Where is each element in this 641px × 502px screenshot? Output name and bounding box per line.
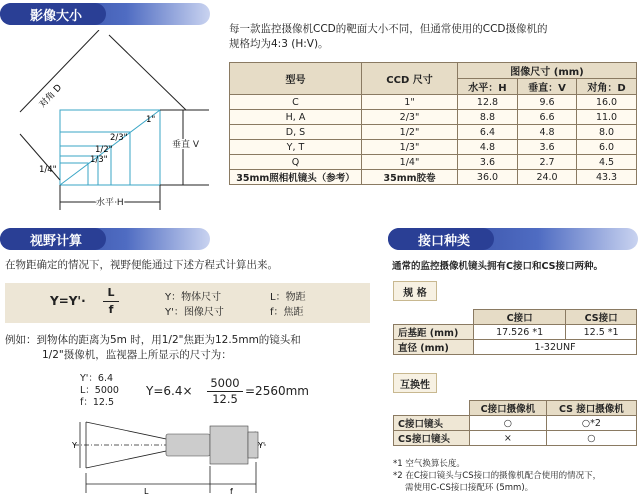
table-row: Y, T 1/3" 4.8 3.6 6.0 <box>230 140 637 155</box>
lens-geometry-diagram <box>70 418 270 500</box>
table-row: 后基距 (mm) 17.526 *1 12.5 *1 <box>394 325 637 340</box>
col-d: 对角：D <box>577 79 637 95</box>
spec-table: C接口 CS接口 后基距 (mm) 17.526 *1 12.5 *1 直径 (mm) 1-32UNF <box>393 309 637 355</box>
size-1-label: 1" <box>146 115 156 125</box>
interface-banner <box>388 228 638 250</box>
col-image-size: 图像尺寸 (mm) <box>458 63 637 79</box>
calc-left: Y=6.4× <box>146 384 193 398</box>
table-row: H, A 2/3" 8.8 6.6 11.0 <box>230 110 637 125</box>
table-row: 35mm照相机镜头（参考） 35mm胶卷 36.0 24.0 43.3 <box>230 170 637 185</box>
formula-fraction: L f <box>103 285 119 318</box>
image-size-title: 影像大小 <box>30 8 83 24</box>
ccd-size-table <box>229 62 637 185</box>
dim-y: Y <box>72 441 77 450</box>
col-ccd: CCD 尺寸 <box>362 63 458 95</box>
vert-label: 垂直 V <box>172 140 200 150</box>
calc-fraction: 5000 12.5 <box>207 376 243 407</box>
table-row: C接口镜头 ○ ○*2 <box>394 416 637 431</box>
size-23-label: 2/3" <box>110 133 128 143</box>
dim-f: f <box>230 487 233 496</box>
dim-l: L <box>144 487 149 496</box>
formula-left: Y=Y'· <box>50 294 86 308</box>
fov-intro: 在物距确定的情况下，视野便能通过下述方程式计算出来。 <box>5 259 278 271</box>
col-v: 垂直：V <box>517 79 576 95</box>
formula-box <box>5 283 370 323</box>
size-14-label: 1/4" <box>39 165 57 175</box>
col-h: 水平：H <box>458 79 518 95</box>
def-f: f：焦距 <box>270 307 304 318</box>
def-l: L：物距 <box>270 292 306 303</box>
table-row: Q 1/4" 3.6 2.7 4.5 <box>230 155 637 170</box>
table-row: 直径 (mm) 1-32UNF <box>394 340 637 355</box>
fov-banner <box>0 228 210 250</box>
interface-heading: 通常的监控摄像机镜头拥有C接口和CS接口两种。 <box>392 261 603 272</box>
interface-title: 接口种类 <box>418 233 471 249</box>
intro-text: 每一款监控摄像机CCD的靶面大小不同，但通常使用的CCD摄像机的 规格均为4:3 (H:V)。 <box>229 23 548 50</box>
fov-title: 视野计算 <box>30 233 83 249</box>
spec-label: 规 格 <box>393 281 437 301</box>
size-13-label: 1/3" <box>90 155 108 165</box>
def-y2: Y'：图像尺寸 <box>165 307 224 318</box>
def-y: Y：物体尺寸 <box>165 292 222 303</box>
size-12-label: 1/2" <box>95 145 113 155</box>
example-values: Y'：6.4 L：5000 f：12.5 <box>80 373 119 408</box>
example-text: 例如：到物体的距离为5m 时，用1/2"焦距为12.5mm的镜头和 1/2"摄像机，监视器上所显示的尺寸为： <box>5 334 301 361</box>
horiz-label: 水平 H <box>96 198 124 208</box>
col-model: 型号 <box>230 63 362 95</box>
compat-table: C接口摄像机 CS 接口摄像机 C接口镜头 ○ ○*2 CS接口镜头 × ○ <box>393 400 637 446</box>
compat-label: 互换性 <box>393 373 437 393</box>
table-row: D, S 1/2" 6.4 4.8 8.0 <box>230 125 637 140</box>
table-row: C 1" 12.8 9.6 16.0 <box>230 95 637 110</box>
ccd-size-diagram <box>0 30 230 220</box>
dim-y2: Y' <box>258 441 266 450</box>
calc-result: =2560mm <box>245 384 309 398</box>
footnotes: *1 空气换算长度。 *2 在C接口镜头与CS接口的摄像机配合使用的情况下， 需使用C-CS接口接配环 (5mm)。 <box>393 459 602 493</box>
image-size-banner <box>0 3 210 25</box>
diag-label: 对角 D <box>37 82 65 111</box>
table-row: CS接口镜头 × ○ <box>394 431 637 446</box>
